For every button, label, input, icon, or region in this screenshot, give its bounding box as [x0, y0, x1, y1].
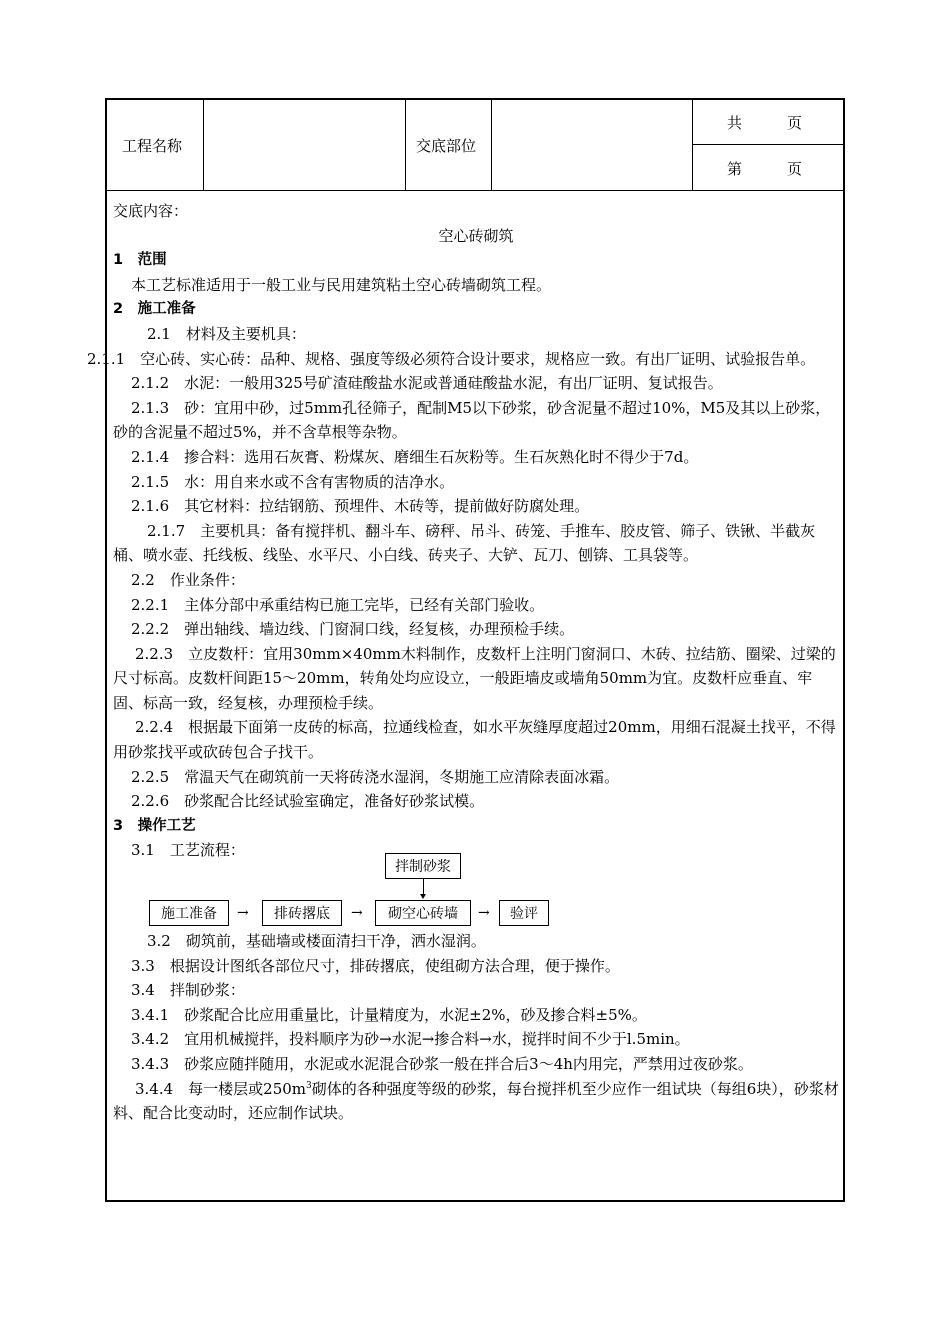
process-flow-diagram: [113, 859, 839, 943]
flow-arrow-3: →: [478, 905, 490, 922]
item-2-1-7: 2.1.7 主要机具：备有搅拌机、翻斗车、磅秤、吊斗、砖笼、手推车、胶皮管、筛子、铁锹、半截灰桶、喷水壶、托线板、线坠、水平尺、小白线、砖夹子、大铲、瓦刀、刨锛、工具袋等。: [113, 521, 816, 565]
section-3-heading: 3 操作工艺: [113, 817, 196, 834]
flow-box-preparation: 施工准备: [149, 900, 229, 926]
section-2-heading: 2 施工准备: [113, 301, 196, 318]
header-divider-2: [405, 99, 406, 191]
item-2-1-2: 2.1.2 水泥：一般用325号矿渣硅酸盐水泥或普通硅酸盐水泥，有出厂证明、复试报告。: [131, 374, 723, 393]
flow-down-arrow-line: [423, 879, 424, 895]
project-name-label: 工程名称: [122, 137, 183, 155]
item-3-2: 3.2 砌筑前，基础墙或楼面清扫干净，洒水湿润。: [147, 932, 486, 951]
part-label: 交底部位: [416, 137, 477, 155]
page-cell-divider: [692, 144, 844, 145]
flow-down-arrow-head: [420, 894, 426, 899]
total-pages-label: 共 页: [727, 114, 803, 132]
flow-arrow-1: →: [237, 905, 249, 922]
header-bottom-line: [106, 190, 844, 191]
item-3-4-4-part-b: 砌体的各种强度等级的砂浆，每台搅拌机至少应作一组试块（每组6块），砂浆材料、配合比变动时，还应制作试块。: [113, 1079, 839, 1123]
content-intro: 交底内容：: [113, 202, 189, 220]
item-2-1-6: 2.1.6 其它材料：拉结钢筋、预埋件、木砖等，提前做好防腐处理。: [131, 497, 590, 516]
section-1-heading: 1 范围: [113, 252, 167, 269]
item-3-4-4-part-a: 3.4.4 每一楼层或250m: [135, 1079, 307, 1098]
section-1-text: 本工艺标准适用于一般工业与民用建筑粘土空心砖墙砌筑工程。: [131, 275, 552, 294]
item-3-4-4-superscript: 3: [306, 1080, 312, 1091]
flow-box-layout-bricks: 排砖撂底: [262, 900, 342, 926]
header-divider-4: [692, 99, 693, 191]
item-3-3: 3.3 根据设计图纸各部位尺寸，排砖撂底，使组砌方法合理，便于操作。: [131, 956, 620, 975]
item-3-4: 3.4 拌制砂浆：: [131, 981, 245, 1000]
item-2-2-6: 2.2.6 砂浆配合比经试验室确定，准备好砂浆试模。: [131, 792, 485, 811]
item-2-1-3: 2.1.3 砂：宜用中砂，过5mm孔径筛子，配制M5以下砂浆，砂含泥量不超过10%，M5及其以上砂浆，砂的含泥量不超过5%，并不含草根等杂物。: [113, 398, 831, 442]
item-2-2-3: 2.2.3 立皮数杆：宜用30mm×40mm木料制作，皮数杆上注明门窗洞口、木砖、拉结筋、圈梁、过梁的尺寸标高。皮数杆间距15～20mm，转角处均应设立，一般距墙皮或墙角50mm为宜。皮数杆应垂直、牢固、标高一致，经复核，办理预检手续。: [113, 644, 836, 712]
item-3-4-4: [113, 1077, 839, 1126]
header-divider-1: [203, 99, 204, 191]
document-title: 空心砖砌筑: [438, 226, 514, 245]
item-2-1-5: 2.1.5 水：用自来水或不含有害物质的洁净水。: [131, 472, 455, 491]
item-2-1-1: 2.1.1 空心砖、实心砖：品种、规格、强度等级必须符合设计要求，规格应一致。有出厂证明、试验报告单。: [87, 349, 816, 368]
flow-box-mix-mortar: 拌制砂浆: [385, 853, 461, 879]
item-3-1: 3.1 工艺流程：: [131, 841, 245, 860]
item-2-1: 2.1 材料及主要机具：: [147, 324, 306, 343]
item-2-2-2: 2.2.2 弹出轴线、墙边线、门窗洞口线，经复核，办理预检手续。: [131, 620, 575, 639]
header-divider-3: [491, 99, 492, 191]
flow-box-evaluation: 验评: [499, 900, 549, 926]
disclosure-content: [87, 199, 839, 1126]
item-3-4-1: 3.4.1 砂浆配合比应用重量比，计量精度为，水泥±2%，砂及掺合料±5%。: [131, 1005, 647, 1024]
item-2-2-5: 2.2.5 常温天气在砌筑前一天将砖浇水湿润，冬期施工应清除表面冰霜。: [131, 767, 620, 786]
item-2-2: 2.2 作业条件：: [131, 570, 245, 589]
item-2-1-4: 2.1.4 掺合料：选用石灰膏、粉煤灰、磨细生石灰粉等。生石灰熟化时不得少于7d。: [131, 447, 699, 466]
item-3-4-2: 3.4.2 宜用机械搅拌，投料顺序为砂→水泥→掺合料→水，搅拌时间不少于l.5min。: [131, 1030, 690, 1049]
flow-arrow-2: →: [351, 905, 363, 922]
item-3-4-3: 3.4.3 砂浆应随拌随用，水泥或水泥混合砂浆一般在拌合后3～4h内用完，严禁用过夜砂浆。: [131, 1055, 753, 1073]
page-number-label: 第 页: [727, 160, 803, 178]
flow-box-build-wall: 砌空心砖墙: [375, 900, 471, 926]
item-2-2-4: 2.2.4 根据最下面第一皮砖的标高，拉通线检查，如水平灰缝厚度超过20mm，用细石混凝土找平，不得用砂浆找平或砍砖包合子找干。: [113, 718, 836, 762]
item-2-2-1: 2.2.1 主体分部中承重结构已施工完毕，已经有关部门验收。: [131, 595, 545, 614]
